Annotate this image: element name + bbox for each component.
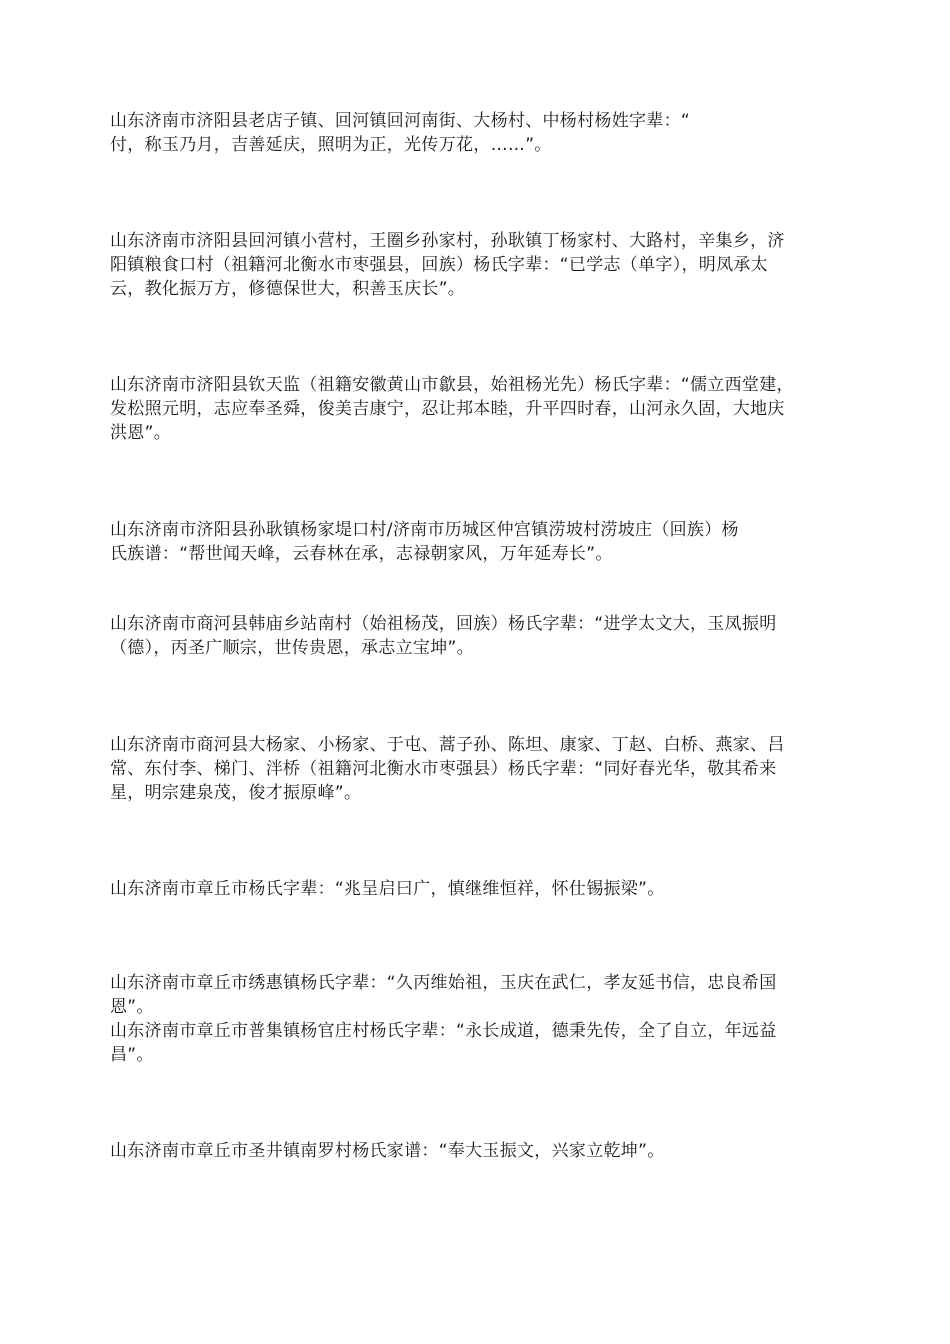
text-line: 发松照元明，志应奉圣舜，俊美吉康宁，忍让邦本睦，升平四时春，山河永久固，大地庆 — [110, 399, 785, 419]
text-line: 洪恩”。 — [110, 423, 172, 443]
text-line: 恩”。 — [110, 997, 154, 1017]
text-line: 云，教化振万方，修德保世大，积善玉庆长”。 — [110, 279, 466, 299]
text-line: 氏族谱：“帮世闻天峰，云春林在承，志禄朝家风，万年延寿长”。 — [110, 544, 613, 564]
text-line: 山东济南市济阳县回河镇小营村，王圈乡孙家村，孙耿镇丁杨家村、大路村，辛集乡，济 — [110, 231, 785, 251]
paragraph-puji-yangguanzhuang-yang — [110, 1019, 820, 1067]
text-line: 山东济南市济阳县钦天监（祖籍安徽黄山市歙县，始祖杨光先）杨氏字辈：“儒立西堂建， — [110, 375, 794, 395]
text-line: 山东济南市商河县韩庙乡站南村（始祖杨茂，回族）杨氏字辈：“进学太文大，玉凤振明 — [110, 614, 777, 634]
paragraph-huihe-xiaoying-yang — [110, 229, 820, 301]
text-line: （德），丙圣广顺宗，世传贵恩，承志立宝坤”。 — [110, 638, 474, 658]
paragraph-zhangqiu-yang — [110, 877, 820, 901]
text-line: 山东济南市济阳县老店子镇、回河镇回河南街、大杨村、中杨村杨姓字辈：“ — [110, 111, 691, 131]
text-line: 山东济南市章丘市普集镇杨官庄村杨氏字辈：“永长成道，德秉先传，全了自立，年远益 — [110, 1021, 777, 1041]
paragraph-xiuhui-yang — [110, 971, 820, 1019]
paragraph-laodianzi-yang — [110, 109, 820, 157]
paragraph-hanmiao-zhannan-yang — [110, 612, 820, 660]
text-line: 星，明宗建泉茂，俊才振原峰”。 — [110, 783, 362, 803]
text-line: 付，称玉乃月，吉善延庆，照明为正，光传万花，……”。 — [110, 135, 552, 155]
text-line: 山东济南市章丘市绣惠镇杨氏字辈：“久丙维始祖，玉庆在武仁，孝友延书信，忠良希国 — [110, 973, 777, 993]
paragraph-qintianjian-yang — [110, 373, 820, 445]
paragraph-shengjing-nanluo-yang — [110, 1139, 820, 1163]
text-line: 山东济南市章丘市杨氏字辈：“兆呈启曰广，慎继维恒祥，怀仕锡振梁”。 — [110, 879, 665, 899]
text-line: 阳镇粮食口村（祖籍河北衡水市枣强县，回族）杨氏字辈：“已学志（单字），明凤承太 — [110, 255, 769, 275]
text-line: 山东济南市章丘市圣井镇南罗村杨氏家谱：“奉大玉振文，兴家立乾坤”。 — [110, 1141, 665, 1161]
text-line: 山东济南市商河县大杨家、小杨家、于屯、蒿子孙、陈坦、康家、丁赵、白桥、燕家、吕 — [110, 735, 785, 755]
text-line: 常、东付李、梯门、泮桥（祖籍河北衡水市枣强县）杨氏字辈：“同好春光华，敬其希来 — [110, 759, 777, 779]
paragraph-yangjiadikou-yang — [110, 518, 820, 566]
text-line: 山东济南市济阳县孙耿镇杨家堤口村/济南市历城区仲宫镇涝坡村涝坡庄（回族）杨 — [110, 520, 739, 540]
paragraph-shanghe-dayangjia-yang — [110, 733, 820, 805]
text-line: 昌”。 — [110, 1045, 154, 1065]
